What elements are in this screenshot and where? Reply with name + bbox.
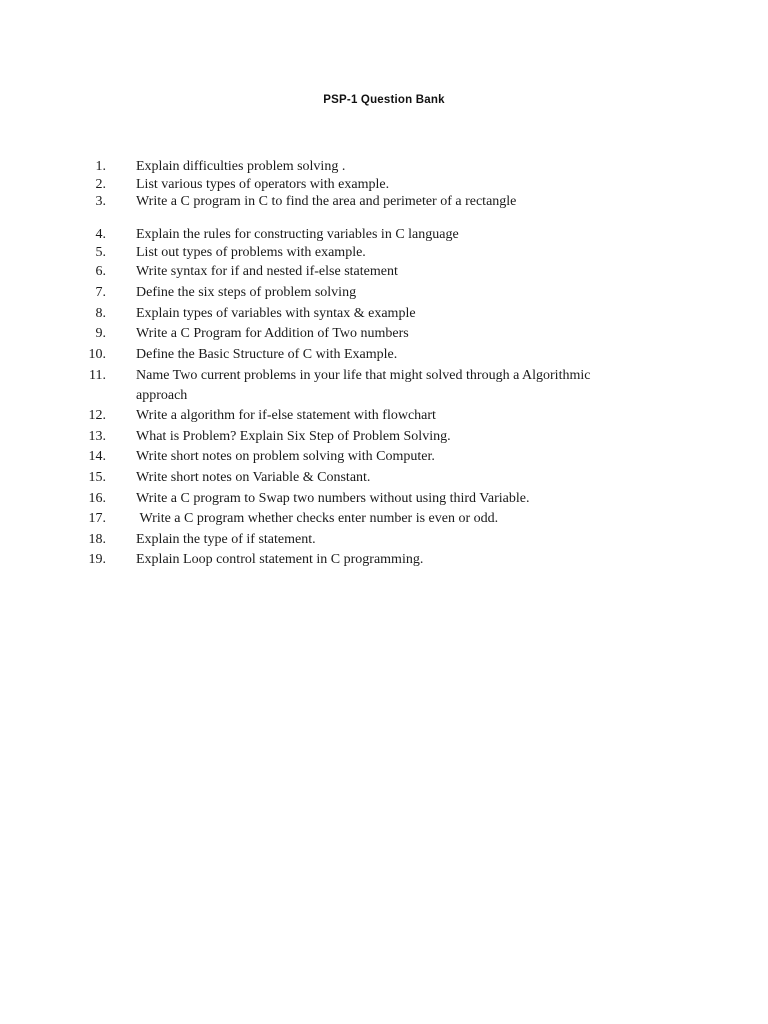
question-item [0, 531, 656, 548]
question-number: 15. [88, 470, 106, 485]
question-text: Explain difficulties problem solving . [136, 159, 346, 174]
question-number: 17. [88, 511, 106, 526]
question-text: Write a C program in C to find the area and perimeter of a rectangle [136, 194, 517, 209]
question-number: 19. [88, 552, 106, 567]
question-item [0, 305, 656, 322]
question-item [0, 346, 656, 363]
question-text: Explain Loop control statement in C programming. [136, 552, 424, 567]
question-text: Write a algorithm for if-else statement with flowchart [136, 408, 436, 423]
document-title: PSP-1 Question Bank [323, 94, 445, 106]
question-item [0, 428, 656, 445]
question-text: Explain types of variables with syntax & example [136, 306, 416, 321]
question-text: Write a C program whether checks enter number is even or odd. [136, 511, 499, 526]
question-number: 5. [95, 245, 106, 260]
question-number: 3. [95, 194, 106, 209]
question-item [0, 407, 656, 424]
question-number: 1. [95, 159, 106, 174]
question-item [0, 551, 656, 568]
question-item [0, 510, 736, 527]
question-text: List out types of problems with example. [136, 245, 366, 260]
question-item [0, 367, 736, 404]
question-text: List various types of operators with example. [136, 177, 390, 192]
question-number: 11. [89, 368, 106, 383]
question-item [0, 158, 656, 175]
question-text: Write short notes on Variable & Constant. [136, 470, 371, 485]
question-item [0, 176, 656, 193]
question-number: 7. [95, 285, 106, 300]
question-text: Write syntax for if and nested if-else statement [136, 264, 398, 279]
question-number: 10. [88, 347, 106, 362]
question-number: 16. [88, 491, 106, 506]
question-number: 4. [95, 227, 106, 242]
question-item [0, 263, 656, 280]
question-item [0, 490, 736, 507]
question-text: Write a C program to Swap two numbers without using third Variable. [136, 491, 530, 506]
question-number: 6. [95, 264, 106, 279]
question-text-continuation: approach [136, 388, 188, 403]
question-text: What is Problem? Explain Six Step of Problem Solving. [136, 429, 451, 444]
question-item [0, 469, 656, 486]
question-item [0, 325, 656, 342]
question-item [0, 448, 656, 465]
question-number: 8. [95, 306, 106, 321]
question-text: Explain the rules for constructing variables in C language [136, 227, 459, 242]
question-item [0, 226, 656, 243]
question-text: Define the six steps of problem solving [136, 285, 357, 300]
question-text: Name Two current problems in your life that might solved through a Algorithmic [136, 368, 591, 383]
question-item [0, 193, 736, 210]
question-number: 18. [88, 532, 106, 547]
question-number: 12. [88, 408, 106, 423]
question-text: Write short notes on problem solving with Computer. [136, 449, 435, 464]
question-text: Define the Basic Structure of C with Example. [136, 347, 398, 362]
question-number: 2. [95, 177, 106, 192]
question-number: 13. [88, 429, 106, 444]
question-text: Explain the type of if statement. [136, 532, 316, 547]
question-text: Write a C Program for Addition of Two numbers [136, 326, 409, 341]
question-number: 14. [88, 449, 106, 464]
question-number: 9. [95, 326, 106, 341]
question-item [0, 244, 656, 261]
question-item [0, 284, 656, 301]
